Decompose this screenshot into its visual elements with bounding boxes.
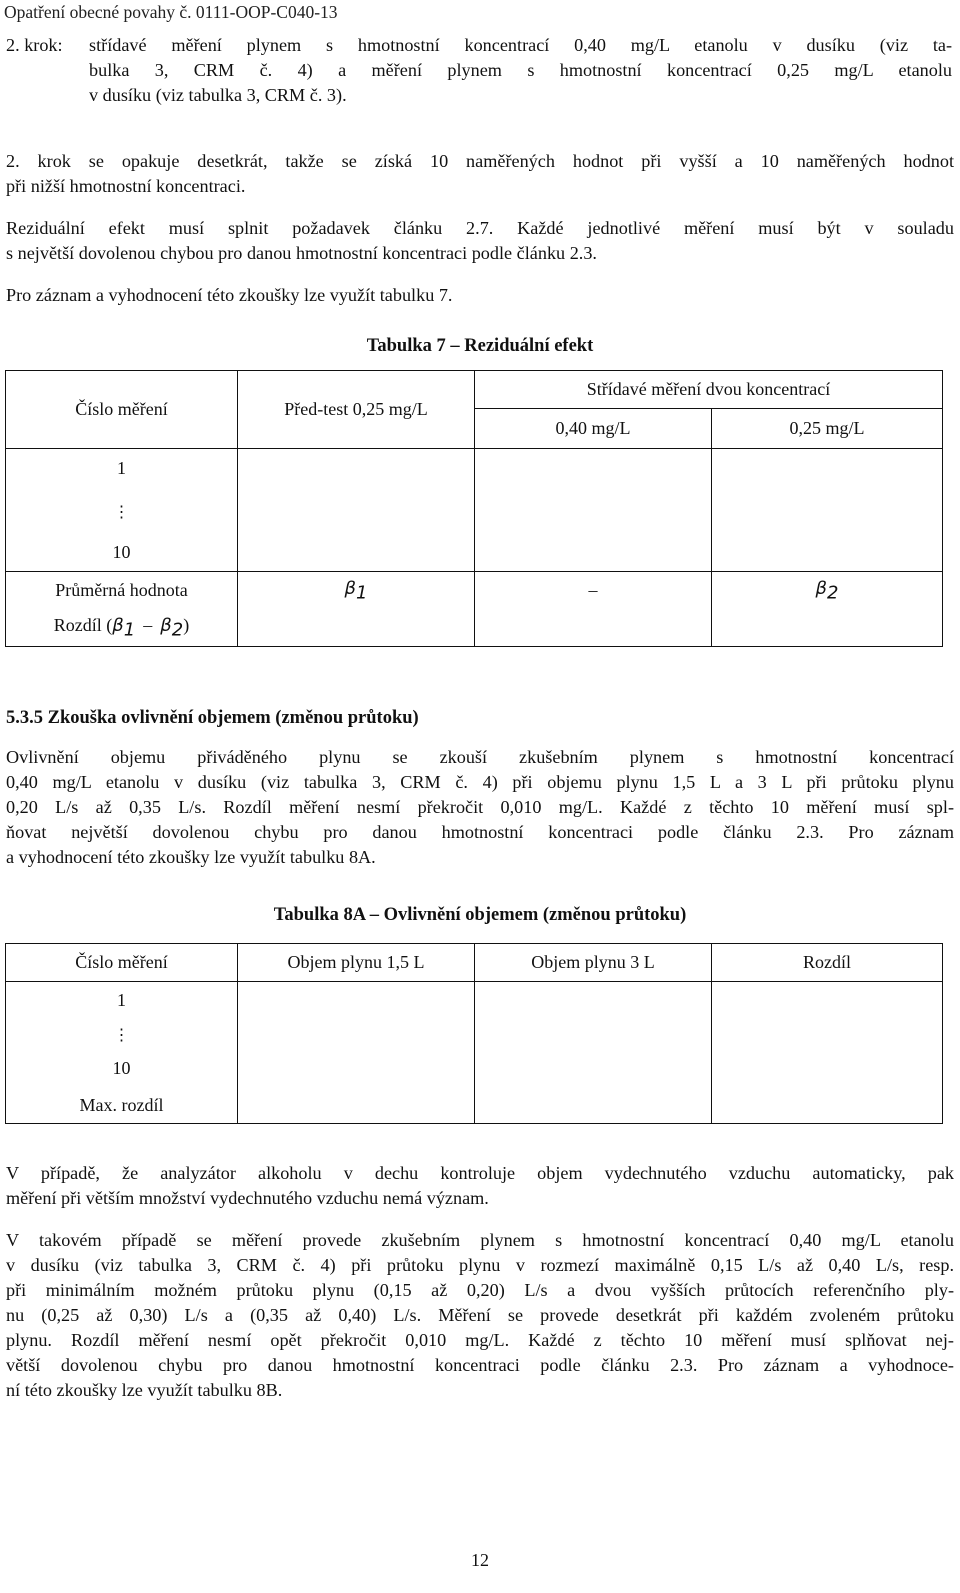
text-line: 0,40 mg/L etanolu v dusíku (viz tabulka 3, CRM č. 4) při objemu plynu 1,5 L a 3 L při průtoku plynu bbox=[6, 772, 954, 792]
text-line: plynu. Rozdíl měření nesmí opět překročit 0,010 mg/L. Každé z těchto 10 měření musí splňovat nej- bbox=[6, 1330, 954, 1350]
diff-label bbox=[6, 610, 238, 647]
table-cell bbox=[475, 489, 712, 534]
col-measure: Číslo měření bbox=[6, 944, 238, 982]
col-alternating: Střídavé měření dvou koncentrací bbox=[475, 371, 943, 409]
row-label-10: 10 bbox=[6, 534, 238, 572]
table-cell bbox=[712, 1050, 943, 1088]
text-line: bulka 3, CRM č. 4) a měření plynem s hmotnostní koncentrací 0,25 mg/L etanolu bbox=[89, 60, 952, 80]
beta-symbol: β bbox=[160, 614, 172, 636]
paragraph-automatic bbox=[6, 1161, 954, 1211]
text-line: 2. krok se opakuje desetkrát, takže se získá 10 naměřených hodnot při vyšší a 10 naměřených hodnot bbox=[6, 151, 954, 171]
text-line: při minimálním možném průtoku plynu (0,15 až 0,20) L/s a dvou vyšších průtocích referenčního ply- bbox=[6, 1280, 954, 1300]
diff-minus bbox=[143, 615, 152, 635]
paragraph-volume bbox=[6, 745, 954, 870]
text-line: v dusíku (viz tabulka 3, CRM č. 3). bbox=[89, 85, 347, 105]
step-2-text bbox=[89, 33, 952, 108]
table-cell bbox=[712, 610, 943, 647]
table-cell bbox=[238, 1088, 475, 1124]
table-cell bbox=[712, 449, 943, 489]
text-line: větší dovolenou chybu pro danou hmotnostní koncentraci podle článku 2.3. Pro záznam a vyhodnoce- bbox=[6, 1355, 954, 1375]
col-040: 0,40 mg/L bbox=[475, 409, 712, 449]
table-cell bbox=[475, 982, 712, 1020]
table-cell bbox=[238, 534, 475, 572]
col-measure: Číslo měření bbox=[6, 371, 238, 449]
avg-beta2 bbox=[712, 572, 943, 610]
table-cell bbox=[712, 982, 943, 1020]
text-line: měření při větším množství vydechnutého vzduchu nemá význam. bbox=[6, 1188, 489, 1208]
beta-subscript: 2 bbox=[827, 582, 839, 604]
table-cell bbox=[712, 1088, 943, 1124]
text-line: 0,20 L/s až 0,35 L/s. Rozdíl měření nesmí překročit 0,010 mg/L. Každé z těchto 10 měření musí spl- bbox=[6, 797, 954, 817]
row-label-10: 10 bbox=[6, 1050, 238, 1088]
table-cell bbox=[475, 1020, 712, 1050]
text-line: s největší dovolenou chybou pro danou hmotnostní koncentraci podle článku 2.3. bbox=[6, 243, 597, 263]
step-2-label: 2. krok: bbox=[6, 35, 63, 55]
beta-symbol: β bbox=[344, 577, 357, 599]
row-label-max: Max. rozdíl bbox=[6, 1088, 238, 1124]
col-diff: Rozdíl bbox=[712, 944, 943, 982]
col-volume-15: Objem plynu 1,5 L bbox=[238, 944, 475, 982]
table-cell bbox=[238, 1050, 475, 1088]
table-7-caption: Tabulka 7 – Reziduální efekt bbox=[366, 336, 594, 356]
table-cell bbox=[238, 449, 475, 489]
text-line: při nižší hmotnostní koncentraci. bbox=[6, 176, 246, 196]
table-8a-caption: Tabulka 8A – Ovlivnění objemem (změnou průtoku) bbox=[273, 905, 687, 925]
avg-label: Průměrná hodnota bbox=[6, 572, 238, 610]
text-line: Reziduální efekt musí splnit požadavek článku 2.7. Každé jednotlivé měření musí být v souladu bbox=[6, 218, 954, 238]
table-cell bbox=[238, 982, 475, 1020]
table-cell bbox=[712, 1020, 943, 1050]
text-line: nu (0,25 až 0,30) L/s a (0,35 až 0,40) L/s. Měření se provede desetkrát při každém zvoleném průtoku bbox=[6, 1305, 954, 1325]
paragraph-repeat bbox=[6, 149, 954, 199]
text-line: Ovlivnění objemu přiváděného plynu se zkouší zkušebním plynem s hmotnostní koncentrací bbox=[6, 747, 954, 767]
table-cell bbox=[238, 1020, 475, 1050]
beta-symbol: β bbox=[815, 577, 828, 599]
row-ellipsis bbox=[6, 1020, 238, 1050]
col-volume-3: Objem plynu 3 L bbox=[475, 944, 712, 982]
text-line: V případě, že analyzátor alkoholu v dechu kontroluje objem vydechnutého vzduchu automaticky, pak bbox=[6, 1163, 954, 1183]
text-line: střídavé měření plynem s hmotnostní koncentrací 0,40 mg/L etanolu v dusíku (viz ta- bbox=[89, 35, 952, 55]
text-line: ňovat největší dovolenou chybu pro danou hmotnostní koncentraci podle článku 2.3. Pro záznam bbox=[6, 822, 954, 842]
text-line: V takovém případě se měření provede zkušebním plynem s hmotnostní koncentrací 0,40 mg/L etanolu bbox=[6, 1230, 954, 1250]
table-cell bbox=[238, 489, 475, 534]
page-header: Opatření obecné povahy č. 0111-OOP-C040-13 bbox=[4, 2, 338, 22]
table-8a bbox=[5, 943, 943, 1124]
text-line: a vyhodnocení této zkoušky lze využít tabulku 8A. bbox=[6, 847, 376, 867]
table-cell bbox=[712, 534, 943, 572]
row-label-1: 1 bbox=[6, 449, 238, 489]
beta-subscript: 1 bbox=[356, 582, 368, 604]
diff-text: Rozdíl ( bbox=[53, 614, 113, 635]
table-cell bbox=[475, 449, 712, 489]
section-heading: 5.3.5 Zkouška ovlivnění objemem (změnou průtoku) bbox=[6, 708, 419, 728]
col-025: 0,25 mg/L bbox=[712, 409, 943, 449]
beta-symbol: β bbox=[112, 614, 124, 636]
table-cell bbox=[712, 489, 943, 534]
col-pretest: Před-test 0,25 mg/L bbox=[238, 371, 475, 449]
beta-subscript: 2 bbox=[171, 619, 184, 641]
text-line: Pro záznam a vyhodnocení této zkoušky lze využít tabulku 7. bbox=[6, 285, 453, 305]
diff-text: ) bbox=[183, 614, 190, 635]
vertical-ellipsis: ⋮ bbox=[113, 503, 130, 521]
beta-subscript: 1 bbox=[123, 619, 136, 641]
table-cell bbox=[475, 534, 712, 572]
paragraph-residual bbox=[6, 216, 954, 266]
table-cell bbox=[475, 1088, 712, 1124]
table-7 bbox=[5, 370, 943, 647]
table-cell bbox=[238, 610, 475, 647]
text-line: v dusíku (viz tabulka 3, CRM č. 4) při průtoku plynu v rozmezí maximálně 0,15 L/s až 0,40 L/s, resp. bbox=[6, 1255, 954, 1275]
minus-sign: – bbox=[143, 614, 153, 635]
row-label-1: 1 bbox=[6, 982, 238, 1020]
avg-dash: – bbox=[475, 572, 712, 610]
paragraph-table7-ref bbox=[6, 283, 954, 308]
page-number: 12 bbox=[471, 1550, 489, 1570]
table-cell bbox=[475, 610, 712, 647]
table-cell bbox=[475, 1050, 712, 1088]
text-line: ní této zkoušky lze využít tabulku 8B. bbox=[6, 1380, 283, 1400]
vertical-ellipsis: ⋮ bbox=[113, 1027, 130, 1044]
paragraph-flow bbox=[6, 1228, 954, 1403]
row-ellipsis bbox=[6, 489, 238, 534]
avg-beta1 bbox=[238, 572, 475, 610]
